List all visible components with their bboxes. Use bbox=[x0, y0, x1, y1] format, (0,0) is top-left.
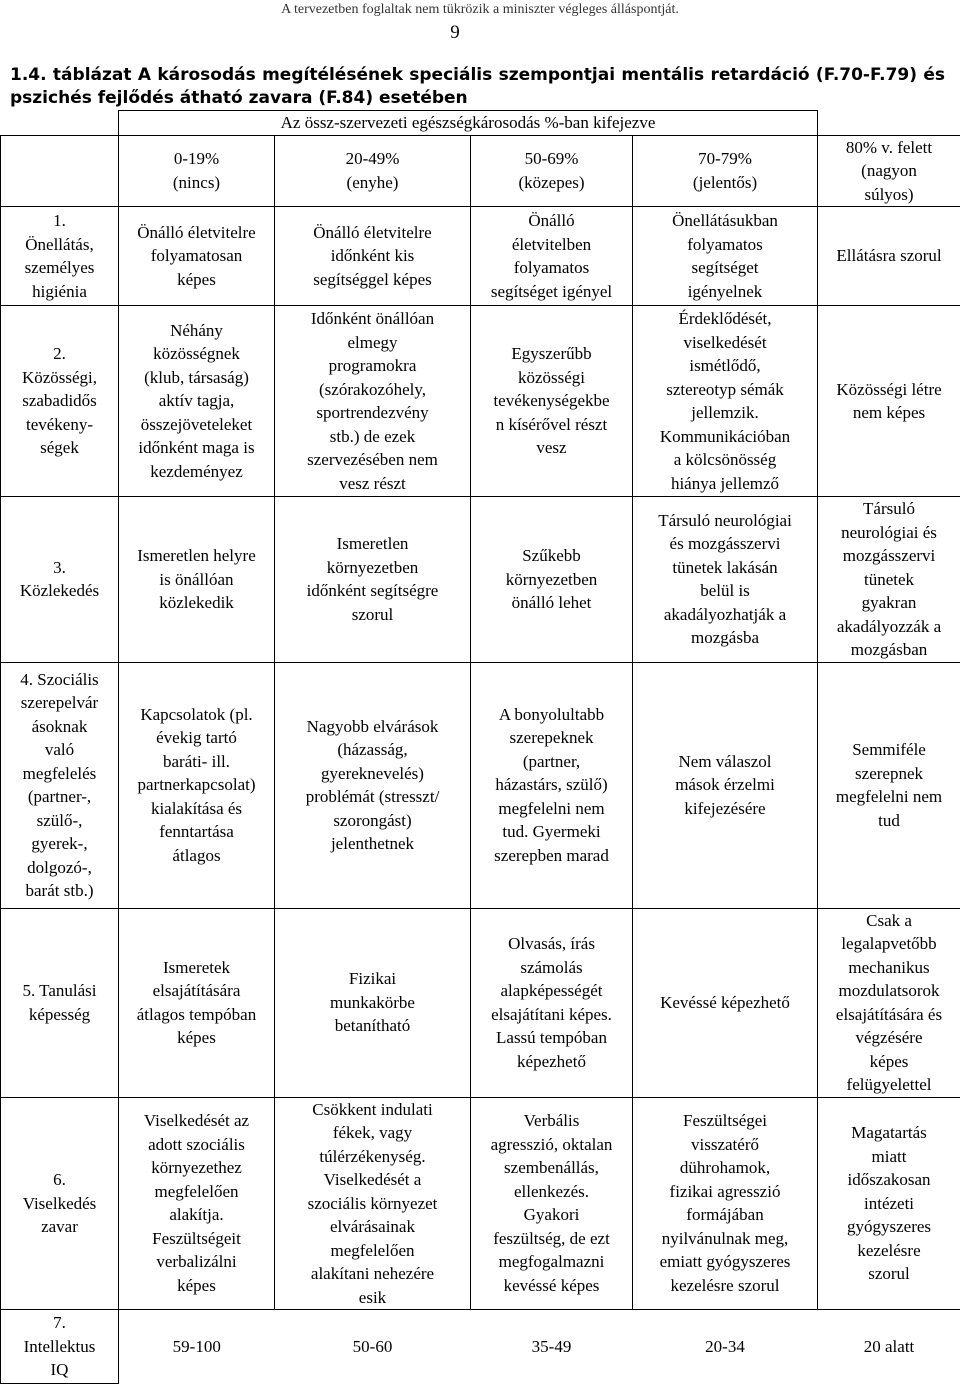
row-category: 2. Közösségi, szabadidős tevékeny- ségek bbox=[1, 306, 119, 497]
table-cell: Feszültségei visszatérő dührohamok, fizikai agresszió formájában nyilvánulnak meg, emiatt gyógyszeres kezelésre szorul bbox=[633, 1097, 818, 1310]
group-header: Az össz-szervezeti egészségkárosodás %-ban kifejezve bbox=[119, 111, 818, 136]
table-cell: Viselkedését az adott szociális környezethez megfelelően alakítja. Feszültségeit verbalizálni képes bbox=[119, 1097, 275, 1310]
table-cell: Nagyobb elvárások (házasság, gyereknevelés) problémát (stresszt/ szorongást) jelenthetnek bbox=[275, 662, 471, 908]
table-cell: 20-34 bbox=[633, 1310, 818, 1384]
table-cell: Fizikai munkakörbe betanítható bbox=[275, 908, 471, 1097]
row-category: 1. Önellátás, személyes higiénia bbox=[1, 207, 119, 306]
table-cell: Érdeklődését, viselkedését ismétlődő, sztereotyp sémák jellemzik. Kommunikációban a kölcsönösség hiánya jellemző bbox=[633, 306, 818, 497]
table-cell: 50-60 bbox=[275, 1310, 471, 1384]
row-category: 6. Viselkedés zavar bbox=[1, 1097, 119, 1310]
table-row bbox=[1, 497, 960, 663]
page-number: 9 bbox=[0, 22, 910, 44]
table-cell: Magatartás miatt időszakosan intézeti gyógyszeres kezelésre szorul bbox=[818, 1097, 960, 1310]
column-header: 70-79% (jelentős) bbox=[633, 135, 818, 207]
table-cell: Egyszerűbb közösségi tevékenységekbe n kísérővel részt vesz bbox=[471, 306, 633, 497]
table-cell: 35-49 bbox=[471, 1310, 633, 1384]
group-header-row bbox=[1, 111, 960, 136]
column-header-blank bbox=[1, 135, 119, 207]
table-row bbox=[1, 908, 960, 1097]
table-cell: Kevéssé képezhető bbox=[633, 908, 818, 1097]
table-cell: Néhány közösségnek (klub, társaság) aktív tagja, összejöveteleket időnként maga is kezdeményez bbox=[119, 306, 275, 497]
table-cell: Társuló neurológiai és mozgásszervi tünetek gyakran akadályozzák a mozgásban bbox=[818, 497, 960, 663]
corner-cell bbox=[1, 111, 119, 136]
column-header: 20-49% (enyhe) bbox=[275, 135, 471, 207]
table-row bbox=[1, 207, 960, 306]
column-header: 80% v. felett (nagyon súlyos) bbox=[818, 135, 960, 207]
table-cell: Önellátásukban folyamatos segítséget igényelnek bbox=[633, 207, 818, 306]
table-cell: Ismeretlen környezetben időnként segítségre szorul bbox=[275, 497, 471, 663]
table-row bbox=[1, 662, 960, 908]
table-cell: Olvasás, írás számolás alapképességét elsajátítani képes. Lassú tempóban képezhető bbox=[471, 908, 633, 1097]
table-cell: Szűkebb környezetben önálló lehet bbox=[471, 497, 633, 663]
column-header: 50-69% (közepes) bbox=[471, 135, 633, 207]
table-cell: Önálló életvitelre időnként kis segítséggel képes bbox=[275, 207, 471, 306]
table-cell: Ismeretlen helyre is önállóan közlekedik bbox=[119, 497, 275, 663]
group-header-blank bbox=[818, 111, 960, 136]
table-cell: Verbális agresszió, oktalan szembenállás, ellenkezés. Gyakori feszültség, de ezt megfogalmazni kevéssé képes bbox=[471, 1097, 633, 1310]
table-row bbox=[1, 1310, 960, 1384]
row-category: 7. Intellektus IQ bbox=[1, 1310, 119, 1384]
table-cell: Ellátásra szorul bbox=[818, 207, 960, 306]
disclaimer-header: A tervezetben foglaltak nem tükrözik a miniszter végleges álláspontját. bbox=[0, 2, 960, 18]
table-cell: Önálló életvitelre folyamatosan képes bbox=[119, 207, 275, 306]
table-cell: Időnként önállóan elmegy programokra (szórakozóhely, sportrendezvény stb.) de ezek szervezésében nem vesz részt bbox=[275, 306, 471, 497]
table-cell: Csökkent indulati fékek, vagy túlérzékenység. Viselkedését a szociális környezet elvárásainak megfelelően alakítani nehezére esik bbox=[275, 1097, 471, 1310]
table-cell: 59-100 bbox=[119, 1310, 275, 1384]
row-category: 5. Tanulási képesség bbox=[1, 908, 119, 1097]
column-header: 0-19% (nincs) bbox=[119, 135, 275, 207]
table-cell: Közösségi létre nem képes bbox=[818, 306, 960, 497]
table-cell: A bonyolultabb szerepeknek (partner, házastárs, szülő) megfelelni nem tud. Gyermeki szerepben marad bbox=[471, 662, 633, 908]
table-cell: Semmiféle szerepnek megfelelni nem tud bbox=[818, 662, 960, 908]
table-row bbox=[1, 1097, 960, 1310]
row-category: 3. Közlekedés bbox=[1, 497, 119, 663]
table-cell: Kapcsolatok (pl. évekig tartó baráti- ill. partnerkapcsolat) kialakítása és fenntartása átlagos bbox=[119, 662, 275, 908]
table-cell: Társuló neurológiai és mozgásszervi tünetek lakásán belül is akadályozhatják a mozgásba bbox=[633, 497, 818, 663]
table-cell: Csak a legalapvetőbb mechanikus mozdulatsorok elsajátítására és végzésére képes felügyelettel bbox=[818, 908, 960, 1097]
table-cell: Nem válaszol mások érzelmi kifejezésére bbox=[633, 662, 818, 908]
table-cell: Ismeretek elsajátítására átlagos tempóban képes bbox=[119, 908, 275, 1097]
table-caption: 1.4. táblázat A károsodás megítélésének speciális szempontjai mentális retardáció (F.70-F.79) és pszichés fejlődés átható zavara (F.84) esetében bbox=[10, 64, 945, 110]
table-cell: 20 alatt bbox=[818, 1310, 960, 1384]
column-header-row bbox=[1, 135, 960, 207]
impairment-table bbox=[0, 110, 960, 1384]
table-cell: Önálló életvitelben folyamatos segítséget igényel bbox=[471, 207, 633, 306]
table-row bbox=[1, 306, 960, 497]
row-category: 4. Szociális szerepelvár ásoknak való megfelelés (partner-, szülő-, gyerek-, dolgozó-, barát stb.) bbox=[1, 662, 119, 908]
